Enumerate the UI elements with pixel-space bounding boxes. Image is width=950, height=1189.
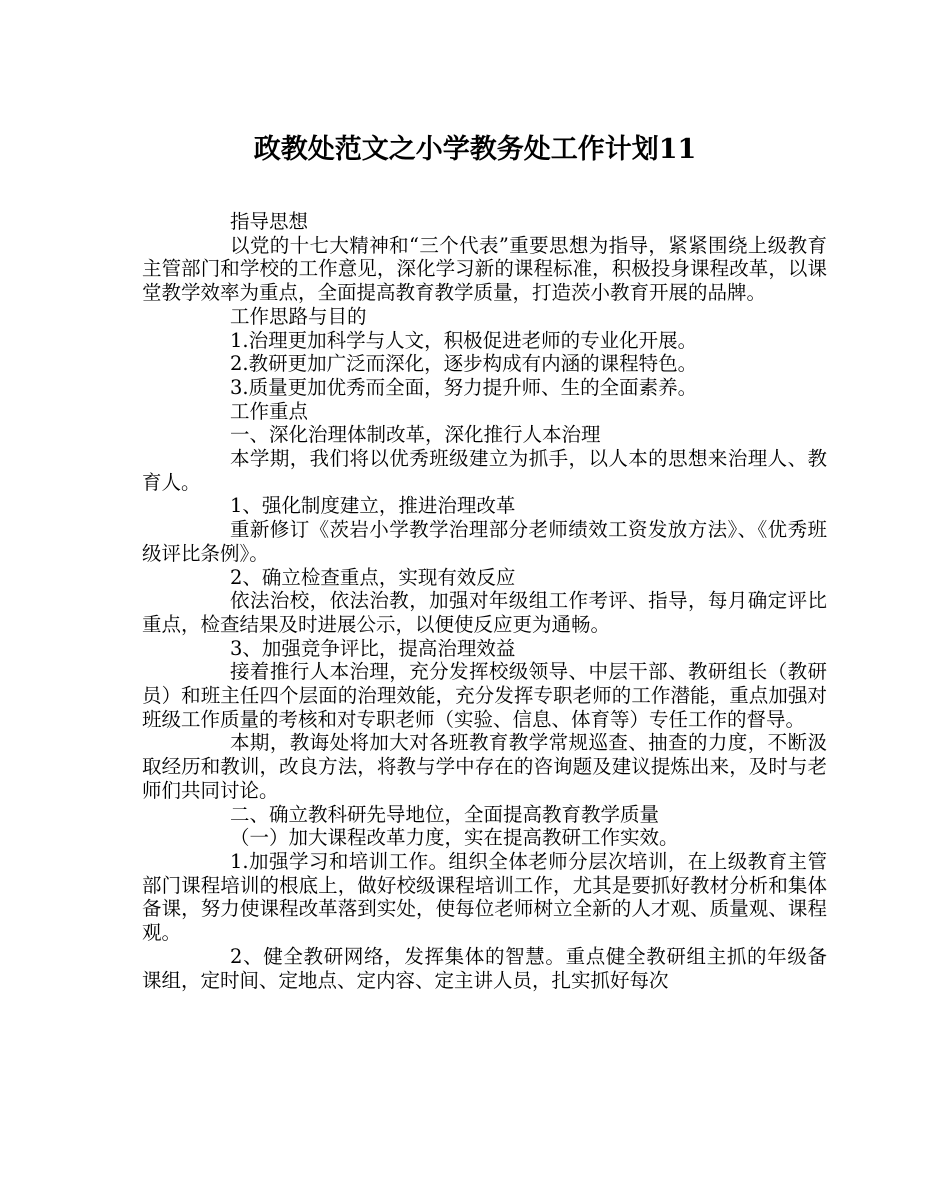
paragraph-heading-work-ideas: 工作思路与目的 (230, 304, 367, 328)
document-title: 政教处范文之小学教务处工作计划11 (253, 134, 697, 165)
subsection-heading: （一）加大课程改革力度，实在提高教研工作实效。 (230, 826, 679, 850)
subsection-heading: 2、确立检查重点，实现有效反应 (230, 565, 516, 589)
subsection-heading: 3、加强竞争评比，提高治理效益 (230, 636, 516, 660)
list-item: 3.质量更加优秀而全面，努力提升师、生的全面素养。 (230, 375, 698, 399)
paragraph: 依法治校，依法治教，加强对年级组工作考评、指导，每月确定评比重点，检查结果及时进展公示，以便使反应更为通畅。 (142, 589, 827, 636)
section-heading: 二、确立教科研先导地位，全面提高教育教学质量 (230, 802, 660, 826)
paragraph: 重新修订《茨岩小学教学治理部分老师绩效工资发放方法》、《优秀班级评比条例》。 (142, 518, 827, 565)
paragraph: 本学期，我们将以优秀班级建立为抓手，以人本的思想来治理人、教育人。 (142, 447, 827, 494)
list-item: 1.治理更加科学与人文，积极促进老师的专业化开展。 (230, 328, 698, 352)
section-heading: 一、深化治理体制改革，深化推行人本治理 (230, 423, 601, 447)
paragraph-heading-guiding-ideology: 指导思想 (230, 210, 309, 233)
subsection-heading: 1、强化制度建立，推进治理改革 (230, 494, 516, 518)
paragraph: 1.加强学习和培训工作。组织全体老师分层次培训，在上级教育主管部门课程培训的根底上，做好校级课程培训工作，尤其是要抓好教材分析和集体备课，努力使课程改革落到实处，使每位老师树立全新的人才观、质量观、课程观。 (142, 849, 827, 945)
paragraph: 本期，教诲处将加大对各班教育教学常规巡查、抽查的力度，不断汲取经历和教训，改良方法，将教与学中存在的咨询题及建议提炼出来，及时与老师们共同讨论。 (142, 731, 827, 802)
list-item: 2.教研更加广泛而深化，逐步构成有内涵的课程特色。 (230, 352, 698, 376)
paragraph: 以党的十七大精神和“三个代表”重要思想为指导，紧紧围绕上级教育主管部门和学校的工作意见，深化学习新的课程标准，积极投身课程改革，以课堂教学效率为重点，全面提高教育教学质量，打造茨小教育开展的品牌。 (142, 233, 827, 305)
document-body (142, 210, 827, 992)
paragraph-heading-work-focus: 工作重点 (230, 399, 309, 423)
paragraph: 接着推行人本治理，充分发挥校级领导、中层干部、教研组长（教研员）和班主任四个层面的治理效能，充分发挥专职老师的工作潜能，重点加强对班级工作质量的考核和对专职老师（实验、信息、体育等）专任工作的督导。 (142, 660, 827, 731)
paragraph: 2、健全教研网络，发挥集体的智慧。重点健全教研组主抓的年级备课组，定时间、定地点、定内容、定主讲人员，扎实抓好每次 (142, 944, 827, 992)
